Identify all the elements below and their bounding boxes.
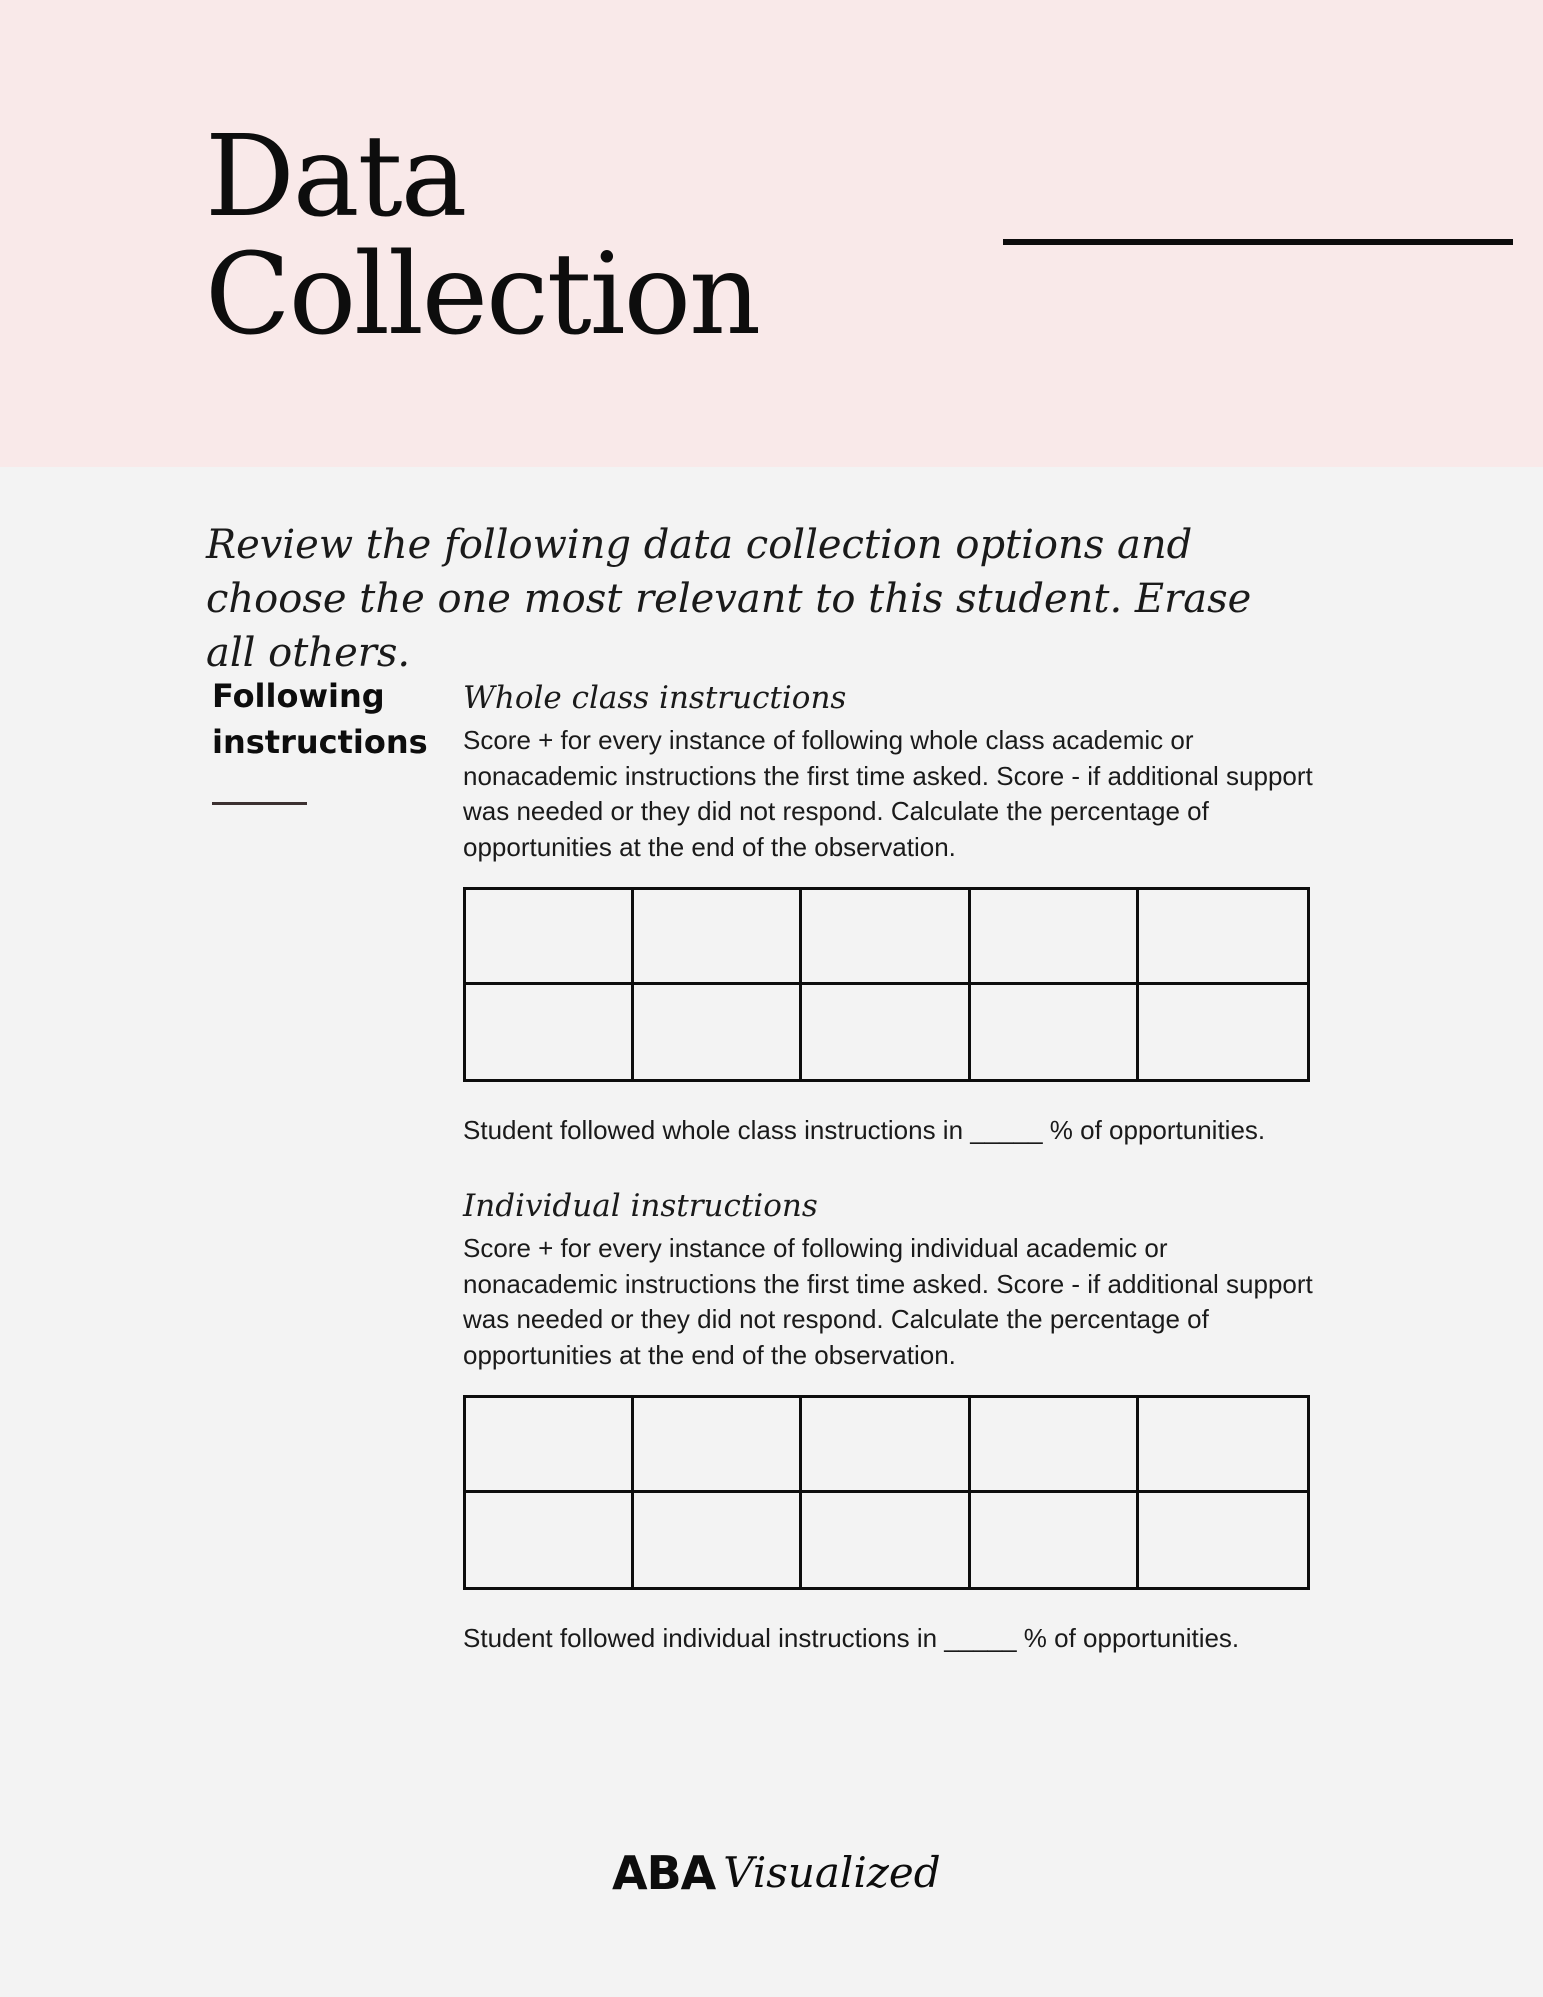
whole-class-title: Whole class instructions [463,680,847,716]
score-cell[interactable] [634,1493,802,1588]
title-line-2: Collection [205,230,760,360]
score-cell[interactable] [466,985,634,1080]
whole-class-block [463,679,1313,865]
score-cell[interactable] [466,890,634,985]
score-cell[interactable] [1139,985,1307,1080]
page-title [205,112,760,360]
whole-class-description: Score + for every instance of following whole class academic or nonacademic instructions the first time asked. Score - if additional support was needed or they did not respond. Calculate the percentage of opportunities at the end of the observation. [463,725,1313,862]
individual-description: Score + for every instance of following individual academic or nonacademic instructions the first time asked. Score - if additional support was needed or they did not respond. Calculate the percentage of opportunities at the end of the observation. [463,1233,1313,1370]
logo-aba: ABA [612,1846,716,1900]
section-label-line-2: instructions [212,723,428,761]
score-cell[interactable] [1139,1493,1307,1588]
score-cell[interactable] [802,1398,970,1493]
score-cell[interactable] [466,1493,634,1588]
score-cell[interactable] [634,890,802,985]
individual-block [463,1187,1313,1373]
score-cell[interactable] [466,1398,634,1493]
brand-logo [612,1846,941,1900]
score-cell[interactable] [802,985,970,1080]
score-cell[interactable] [1139,1398,1307,1493]
section-divider [212,802,307,805]
section-label-line-1: Following [212,677,385,715]
score-cell[interactable] [971,1493,1139,1588]
score-cell[interactable] [971,985,1139,1080]
score-cell[interactable] [634,1398,802,1493]
score-cell[interactable] [1139,890,1307,985]
individual-score-grid [463,1395,1310,1590]
score-cell[interactable] [802,890,970,985]
individual-result: Student followed individual instructions in _____ % of opportunities. [463,1623,1240,1653]
whole-class-score-grid [463,887,1310,1082]
score-cell[interactable] [971,890,1139,985]
name-blank-line [1003,239,1513,245]
score-cell[interactable] [971,1398,1139,1493]
section-label [212,673,442,765]
individual-title: Individual instructions [463,1188,818,1224]
score-cell[interactable] [802,1493,970,1588]
whole-class-result: Student followed whole class instructions in _____ % of opportunities. [463,1115,1266,1145]
logo-visualized: Visualized [723,1848,941,1897]
intro-text: Review the following data collection options and choose the one most relevant to this student. Erase all others. [206,522,1252,676]
title-line-1: Data [205,112,466,242]
score-cell[interactable] [634,985,802,1080]
